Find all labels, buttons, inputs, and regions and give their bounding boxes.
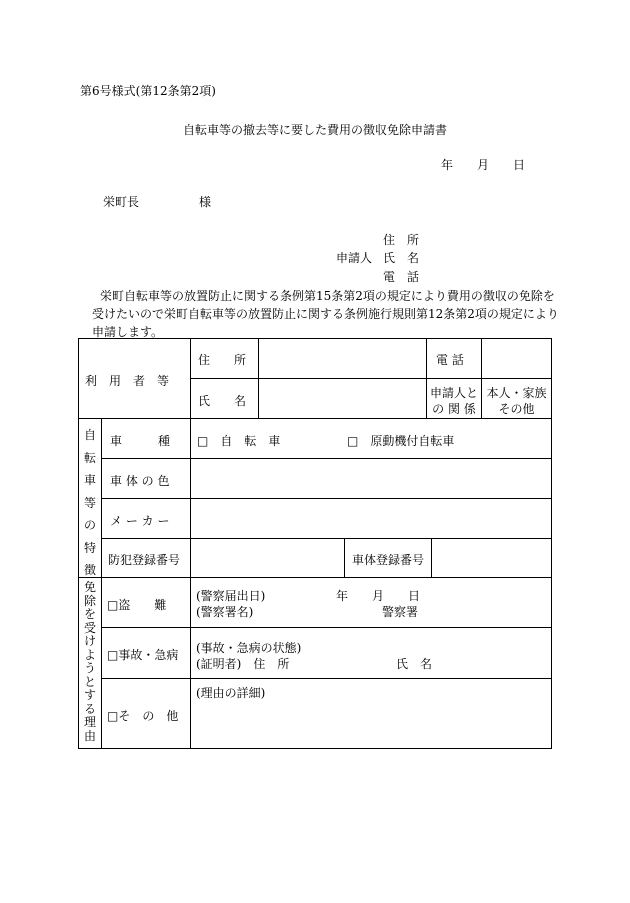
phone-value-field[interactable] xyxy=(483,340,550,377)
applicant-address-label: 住 所 xyxy=(383,233,420,247)
other-detail-label: (理由の詳細) xyxy=(196,686,266,700)
date-line: 年 月 日 xyxy=(441,158,526,172)
police-report-date-ymd: 年 月 日 xyxy=(336,589,421,603)
applicant-phone-label: 電 話 xyxy=(383,270,420,284)
body-color-label: 車 体 の 色 xyxy=(110,474,170,488)
other-detail-field[interactable] xyxy=(192,700,550,746)
body-registration-label: 車体登録番号 xyxy=(352,553,425,567)
vehicle-type-label: 車 種 xyxy=(110,434,171,448)
accident-checkbox[interactable]: □事故・急病 xyxy=(107,648,179,662)
certifier-name-label: 氏 名 xyxy=(396,657,433,671)
body-line-3: 申請します。 xyxy=(92,325,164,339)
certifier-address-label: (証明者) 住 所 xyxy=(196,657,290,671)
phone-label: 電 話 xyxy=(436,353,464,367)
relation-value-2: その他 xyxy=(498,402,535,416)
applicant-label: 申請人 xyxy=(336,251,373,265)
bike-features-header: 自 転 車 等 の 特 徴 xyxy=(83,428,96,577)
name-value-field[interactable] xyxy=(260,380,425,417)
name-label: 氏 名 xyxy=(198,394,247,408)
body-color-field[interactable] xyxy=(192,460,550,497)
relation-label-1: 申請人と xyxy=(429,386,478,400)
user-header: 利 用 者 等 xyxy=(85,374,170,388)
body-line-1: 栄町自転車等の放置防止に関する条例第15条第2項の規定により費用の徴収の免除を xyxy=(100,289,555,303)
relation-value-1: 本人・家族 xyxy=(486,386,547,400)
addressee: 栄町長 様 xyxy=(103,195,212,209)
body-registration-field[interactable] xyxy=(433,540,550,576)
maker-label: メ ー カ ー xyxy=(110,514,170,528)
accident-state-label: (事故・急病の状態) xyxy=(196,641,302,655)
applicant-name-label: 氏 名 xyxy=(383,251,420,265)
address-value-field[interactable] xyxy=(260,340,425,377)
other-checkbox[interactable]: □そ の 他 xyxy=(107,709,179,723)
police-station-suffix: 警察署 xyxy=(382,605,419,619)
crime-registration-field[interactable] xyxy=(192,540,343,576)
theft-checkbox[interactable]: □盗 難 xyxy=(107,598,167,612)
crime-registration-label: 防犯登録番号 xyxy=(108,553,181,567)
moped-checkbox[interactable]: □ 原動機付自転車 xyxy=(347,434,455,448)
police-report-date-label: (警察届出日) xyxy=(196,589,266,603)
document-title: 自転車等の撤去等に要した費用の徴収免除申請書 xyxy=(182,123,447,137)
police-station-label: (警察署名) xyxy=(196,605,254,619)
relation-label-2: の 関 係 xyxy=(432,402,476,416)
exemption-reason-header: 免 除 を 受 け よ う と す る 理 由 xyxy=(83,580,96,743)
address-label: 住 所 xyxy=(198,353,247,367)
body-line-2: 受けたいので栄町自転車等の放置防止に関する条例施行規則第12条第2項の規定により xyxy=(92,307,559,321)
bicycle-checkbox[interactable]: □ 自 転 車 xyxy=(197,434,281,448)
form-number: 第6号様式(第12条第2項) xyxy=(80,84,216,98)
maker-field[interactable] xyxy=(192,500,550,537)
